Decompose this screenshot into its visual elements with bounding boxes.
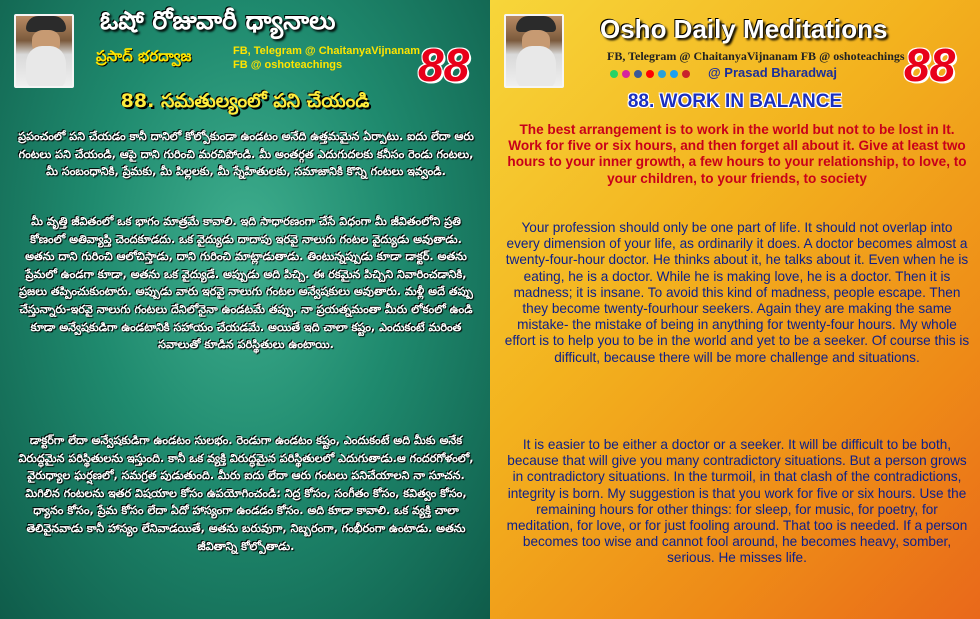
english-social-handles: FB, Telegram @ ChaitanyaVijnanam FB @ oshoteachings bbox=[607, 49, 905, 63]
social-icons-row bbox=[610, 70, 690, 78]
whatsapp-icon bbox=[610, 70, 618, 78]
english-paragraph-3: It is easier to be either a doctor or a seeker. It will be difficult to be both, because that will give you many contradictory situations. But a person grows in contradictory situations. In the turmoil, in that clash of the contradictions, integrity is born. My suggestion is that you work for five or six hours. Use the remaining hours for other things: for sleep, for music, for poetry, for meditation, for love, or for just fooling around. That too is needed. If a person becomes too wise and cannot fool around, he becomes heavy, somber, serious. He misses life. bbox=[506, 437, 968, 566]
social-line-1: FB, Telegram @ ChaitanyaVijnanam bbox=[233, 45, 420, 57]
osho-portrait bbox=[14, 14, 74, 88]
telegram-icon bbox=[658, 70, 666, 78]
english-author: @ Prasad Bharadwaj bbox=[708, 65, 838, 80]
english-panel bbox=[490, 0, 980, 619]
telugu-paragraph-2: మీ వృత్తి జీవితంలో ఒక భాగం మాత్రమే కావాలి. ఇది సాధారణంగా చేసే విధంగా మీ జీవితంలోని ప్రతి కోణంలో అతివ్యాప్తి చెందకూడదు. ఒక వైద్యుడు దాదాపు ఇరవై నాలుగు గంటల వైద్యుడు అవుతాడు. అతను దాని గురించి ఆలోచిస్తాడు, దాని గురించి మాట్లాడుతాడు. తింటున్నప్పుడు కూడా డాక్టర్. అతను ప్రేమలో ఉండగా కూడా, అతను ఒక వైద్యుడే. అప్పుడు అది పిచ్చి. ఈ రకమైన పిచ్చిని నివారించడానికి, ప్రజలు తప్పించుకుంటారు. అప్పుడు వారు ఇరవై నాలుగు గంటల అన్వేషకులు అవుతారు. మళ్లీ అదే తప్పు చేస్తున్నారు-ఇరవై నాలుగు గంటలు దేనిలోనైనా ఉండటమే తప్పు. నా ప్రయత్నమంతా మీరు లోకంలో ఉండి కూడా అన్వేషకుడిగా ఉండటానికి సహాయం చేయడమే. అయితే ఇది చాలా కష్టం, ఎందుకంటే మరింత సవాలుతో కూడిన పరిస్థితులు ఉంటాయి. bbox=[19, 215, 473, 352]
english-paragraph-2: Your profession should only be one part of life. It should not overlap into every dimension of your life, as ordinarily it does. A doctor becomes almost a twenty-four-hour doctor. He thinks about it, he talks about it. Even when he is eating, he is a doctor. While he is making love, he is a doctor. Then it is madness; it is insane. To avoid this kind of madness, people escape. Then they become twenty-fourhour seekers. Again they are making the same mistake- the mistake of being in anything for twenty-four hours. My whole effort is to help you to be in the world and yet to be a seeker. Of course this is difficult, because there will be more challenge and situations. bbox=[504, 220, 970, 365]
pinterest-icon bbox=[682, 70, 690, 78]
telugu-paragraph-3: డాక్టర్‌గా లేదా అన్వేషకుడిగా ఉండటం సులభం. రెండుగా ఉండటం కష్టం, ఎందుకంటే అది మీకు అనేక విరుద్ధమైన పరిస్థితులను ఇస్తుంది. కానీ ఒక వ్యక్తి విరుద్ధమైన పరిస్థితులలో ఎదుగుతాడు.ఆ గందరగోళంలో, వైరుధ్యాల ఘర్షణలో, సమగ్రత పుడుతుంది. మీరు ఐదు లేదా ఆరు గంటలు పనిచేయాలని నా సూచన. మిగిలిన గంటలను ఇతర విషయాల కోసం ఉపయోగించండి: నిద్ర కోసం, సంగీతం కోసం, కవిత్వం కోసం, ధ్యానం కోసం, ప్రేమ కోసం లేదా ఏదో హాస్యంగా ఉండడం కోసం. అది కూడా కావాలి. ఒక వ్యక్తి చాలా తెలివైనవాడు కానీ హాస్యం లేనివాడయితే, అతను బరువుగా, నిబ్బరంగా, గంభీరంగా ఉంటాడు. అతను జీవితాన్ని కోల్పోతాడు. bbox=[18, 434, 474, 553]
telugu-social-handles bbox=[233, 44, 420, 72]
telugu-author: ప్రసాద్ భరద్వాజ bbox=[96, 47, 192, 65]
social-line-2: FB @ oshoteachings bbox=[233, 59, 343, 71]
osho-portrait-right bbox=[504, 14, 564, 88]
english-heading: 88. WORK IN BALANCE bbox=[627, 91, 843, 112]
telugu-paragraph-1: ప్రపంచంలో పని చేయడం కానీ దానిలో కోల్పోకుండా ఉండటం అనేది ఉత్తమమైన ఏర్పాటు. ఐదు లేదా ఆరు గంటలు పని చేయండి, ఆపై దాని గురించి మరచిపోండి. మీ అంతర్గత ఎదుగుదలకు కనీసం రెండు గంటలు, మీ సంబంధానికి, ప్రేమకు, మీ పిల్లలకు, మీ స్నేహితులకు, సమాజానికి కొన్ని గంటలు ఇవ్వండి. bbox=[18, 130, 474, 179]
facebook-icon bbox=[634, 70, 642, 78]
telugu-meditation-number: 88 bbox=[418, 39, 470, 91]
english-paragraph-1: The best arrangement is to work in the world but not to be lost in It. Work for five or six hours, and then forget all about it. Give at least two hours to your inner growth, a few hours to your relationship, to love, to your children, to your friends, to society bbox=[507, 122, 967, 186]
english-title: Osho Daily Meditations bbox=[600, 14, 888, 44]
english-meditation-number: 88 bbox=[904, 39, 956, 91]
instagram-icon bbox=[622, 70, 630, 78]
twitter-icon bbox=[670, 70, 678, 78]
youtube-icon bbox=[646, 70, 654, 78]
telugu-heading: 88. సమతుల్యంలో పని చేయండి bbox=[120, 90, 370, 112]
telugu-title: ఓషో రోజువారీ ధ్యానాలు bbox=[100, 6, 336, 35]
